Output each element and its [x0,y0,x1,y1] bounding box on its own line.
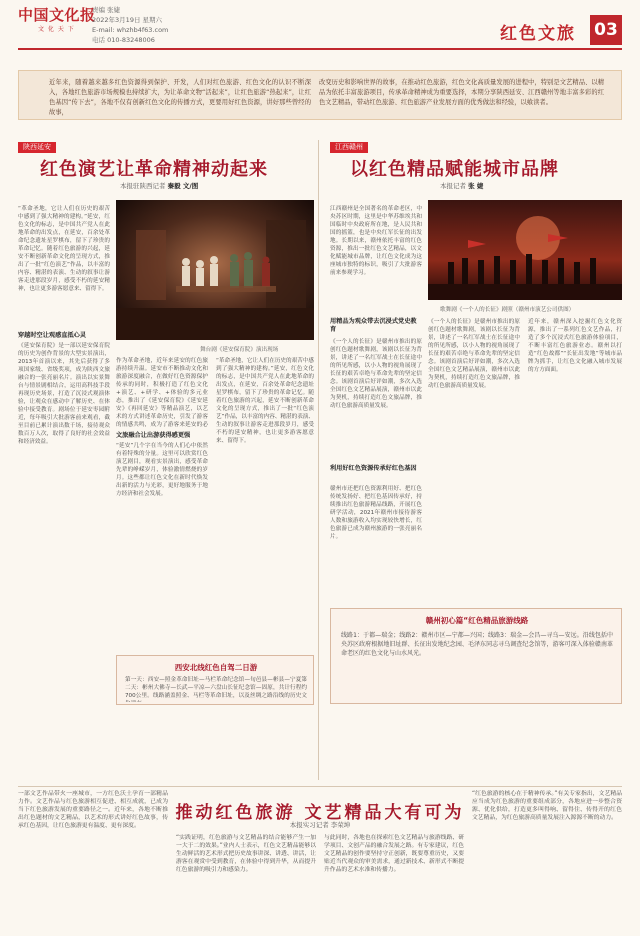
right-byline-prefix: 本报记者 [440,182,466,190]
left-article-photo [116,200,314,340]
newspaper-logo [18,4,96,40]
left-text-col2-bottom: “延安”几个字在当今的人们心中依然有着特殊的分量。这里可以欣赏红色演艺剧目，观看实景演出，感受革命先辈的峥嵘岁月，体验激情燃烧的岁月。这些都让红色文化在新时代焕发出新的活力与光彩，更好地服务于地方经济和社会发展。 [116,443,208,497]
note-box-title: 西安北线红色自驾二日游 [174,663,258,672]
left-photo-caption: 舞台剧《延安保育院》演出现场 [200,347,279,353]
issue-info [92,5,168,45]
left-byline-prefix: 本报驻陕西记者 [120,182,166,190]
bottom-separator [18,786,622,787]
email-line: E-mail: whzhb4f63.com [92,26,169,34]
route-box-title: 赣州初心篇“红色精品旅游线路 [425,616,529,625]
section-title: 红色文旅 [500,24,576,44]
logo-title: 中国文化报 [18,6,96,24]
stage-performance-image [116,200,314,340]
intro-text-right: 改变历史和影响世界的故事，在推动红色旅游，红色文化高质量发展的进程中，特别是文艺精品、以精品为依托丰富旅游项目，传承革命精神成为重要选择，本期分享陕西延安、江西赣州等地丰富多彩的红色文艺精品，带动红色旅游、红色旅游产业发展方面的优秀做法和经验，以飨读者。 [319,79,604,106]
right-text-col1-top: 江西赣州是全国著名的革命老区，中央苏区时期，这里是中华苏维埃共和国临时中央政府所在地，是人民共和国的摇篮，也是中央红军长征的出发地。长期以来，赣州依托丰富的红色资源，推出一批红色文艺精品，以文化赋能城市品牌，让红色文化成为这座城市独特的标识，吸引了大批游客前来参观学习。 [330,206,422,276]
right-photo-caption: 歌舞剧《一个人的长征》剧照（赣州市演艺公司供图） [440,307,575,313]
left-region-tag: 陕西延安 [18,142,56,153]
bottom-text-col4: “红色旅游的核心在于精神传承。”有关专家指出，文艺精品应当成为红色旅游的重要组成部分，各地应进一步整合资源、优化供给，打造更多叫得响、留得住、传得开的红色文艺精品，为红色旅游高质量发展注入源源不断的动力。 [472,791,622,821]
date-line: 2022年3月19日 星期六 [92,16,163,24]
bottom-article-byline: 本报实习记者 李荣坤 [289,821,351,829]
right-text-col1-mid: 《一个人的长征》是赣州市推出的原创红色题材歌舞剧，该剧以长征为背景，讲述了一名红军战士在长征途中的所见所感，以小人物的视角展现了长征的艰苦卓绝与革命先辈的坚定信念。该剧首演后好评如潮，多次入选全国红色文艺精品展演，赣州市以此为契机，持续打造红色文旅品牌，推动红色旅游高质量发展。 [330,339,422,409]
right-text-col1-bottom: 赣州市还把红色资源利用好、把红色传统发扬好、把红色基因传承好，持续推出红色旅游精品线路，开展红色研学活动，2021年赣州市接待游客人数和旅游收入均实现较快增长，红色旅游已成为赣州旅游的一张亮丽名片。 [330,486,422,540]
right-article-title: 以红色精品赋能城市品牌 [350,159,559,180]
intro-text-left: 近年来，随着越来越多红色资源得到保护、开发，人们对红色旅游、红色文化的认识不断深入，各地红色旅游市场规模也持续扩大，为让革命文物“活起来”，让红色旅游“热起来”，让红色基因“传下去”，各地不仅有创新红色文化的传播方式，更要用好红色资源，讲好那些曾经的故事， [49,79,311,116]
intro-box [18,70,622,120]
note-box-body: 第一天：西安—照金革命旧址—马栏革命纪念馆—旬邑县—彬县—宁夏第二天：彬州大佛寺—长武—平凉—六盘山长征纪念馆—固原，共计行程约700公里。线路涵盖照金、马栏等革命旧址，以及丝绸之路沿线的历史文 [125,677,307,699]
bottom-text-col1: 一部文艺作品带火一座城市，一方红色沃土孕育一部精品力作。文艺作品与红色旅游相互促进、相互成就，已成为当下红色旅游发展的重要路径之一。近年来，各地不断推出红色题材的文艺精品，以艺术的形式讲好红色故事，传承红色基因，让红色旅游更有温度、更有深度。 [18,791,168,829]
route-note-box [116,655,314,705]
route-box-body: 线路1：于都—瑞金；线路2：赣州市区—宁都—兴国；线路3：瑞金—会昌—寻乌—安远。沿线包括中央苏区政府根据地旧址群、长征出发地纪念园、毛泽东同志寻乌调查纪念馆等，游客可深入体验赣南革命老区的红色文化与山水风光。 [341,632,613,657]
right-subhead-1: 用精品为观众带去沉浸式党史教育 [330,318,417,333]
bottom-text-col3: 与此同时，各地也在探索红色文艺精品与旅游线路、研学项目、文创产品的融合发展之路。有专家建议，红色文艺精品的创作要坚持守正创新，既要尊重历史，又要贴近当代观众的审美需求，通过新技术、新形式不断提升作品的艺术水准和传播力。 [324,835,464,873]
left-text-col2-top: 作为革命圣地，近年来延安的红色旅游持续升温。延安市不断推动文化和旅游深度融合，在做好红色资源保护传承的同时，积极打造了红色文化+演艺、+研学、+体验的多元业态，推出了《延安保育院》《延安延安》《再回延安》等精品演艺，以艺术的方式讲述革命历史，引发了游客的情感共鸣，成为了游客来延安的必 [116,358,208,427]
left-text-col1-bottom: 《延安保育院》是一部以延安保育院的历史为创作背景的大型实景演出，2013年首演以来，其先后获得了多项国家级、省级奖项，成为陕西文旅融合的一张亮丽名片。演出以实景舞台与情景剧相结合，运用高科技手段再现历史场景，打造了沉浸式观演体验，让观众在感动中了解历史、在体验中接受教育。剧场位于延安枣园附近，每年吸引大批游客前来观看，截至目前已累计演出数千场，接待观众数百万人次，取得了良好的社会效益和经济效益。 [18,343,110,445]
dance-drama-image [428,200,622,300]
route-box [330,608,622,704]
right-byline-names: 张 婕 [468,182,484,190]
bottom-article-title: 推动红色旅游 文艺精品大有可为 [175,803,465,823]
page-number: 03 [590,15,622,45]
right-byline [440,181,483,190]
left-text-col3: “革命圣地，它让人们在历史的艰苦中感到了强大精神的建构。”延安，红色文化的标志，是中国共产党人在此地革命的出发点，在延安，百余处革命纪念遗址星罗棋布，留下了珍贵的革命记忆。随着红色旅游的兴起，延安不断创新革命文化的呈现方式，推出了一批“红色演艺”作品，以丰富的内容、精湛的表演、生动的叙事让游客走进那段岁月，感受不朽的延安精神，也让更多游客愿意来、留得下。 [216,358,314,444]
masthead [18,4,622,44]
left-subhead-1: 穿越时空让观感直抵心灵 [18,332,87,339]
editor-line: 责编 张婕 [92,6,121,14]
right-subhead-2: 利用好红色资源传承好红色基因 [330,465,417,472]
phone-line: 电话 010-83248006 [92,36,155,44]
header-rule [18,48,622,50]
logo-subtitle: 文 化 天 下 [38,26,75,33]
right-region-tag: 江西赣州 [330,142,368,153]
right-text-col2: 《一个人的长征》是赣州市推出的原创红色题材歌舞剧，该剧以长征为背景，讲述了一名红军战士在长征途中的所见所感，以小人物的视角展现了长征的艰苦卓绝与革命先辈的坚定信念。该剧首演后好评如潮，多次入选全国红色文艺精品展演，赣州市以此为契机，持续打造红色文旅品牌，推动红色旅游高质量发展。 [428,319,520,389]
right-article-photo [428,200,622,300]
left-byline-names: 秦毅 文/图 [167,182,199,190]
bottom-text-col2: “实践证明，红色旅游与文艺精品的结合能够产生一加一大于二的效果。”业内人士表示，红色文艺精品能够以生动鲜活的艺术形式把历史故事讲深、讲透、讲活，让游客在观赏中受到教育，在体验中得到升华，从而提升红色旅游的吸引力和感染力。 [176,835,316,873]
left-article-title: 红色演艺让革命精神动起来 [40,159,268,180]
left-byline [120,181,198,190]
left-subhead-2: 文旅融合让出游获得感更强 [116,432,191,439]
right-text-col3: 近年来，赣州深入挖掘红色文化资源，推出了一系列红色文艺作品，打造了多个沉浸式红色旅游体验项目，不断丰富红色旅游业态。赣州以打造“红色故都”“长征出发地”等城市品牌为抓手，让红色文化融入城市发展的方方面面。 [528,319,622,373]
left-text-col1-top: “革命圣地，它让人们在历史的艰苦中感到了强大精神的建构。”延安，红色文化的标志，是中国共产党人在此地革命的出发点，在延安，百余处革命纪念遗址星罗棋布，留下了珍贵的革命记忆。随着红色旅游的兴起，延安不断创新革命文化的呈现方式，推出了一批“红色演艺”作品，以丰富的内容、精湛的表演、生动的叙事让游客走进那段岁月，感受不朽的延安精神，也让更多游客愿意来、留得下。 [18,206,110,292]
center-divider [318,140,319,780]
